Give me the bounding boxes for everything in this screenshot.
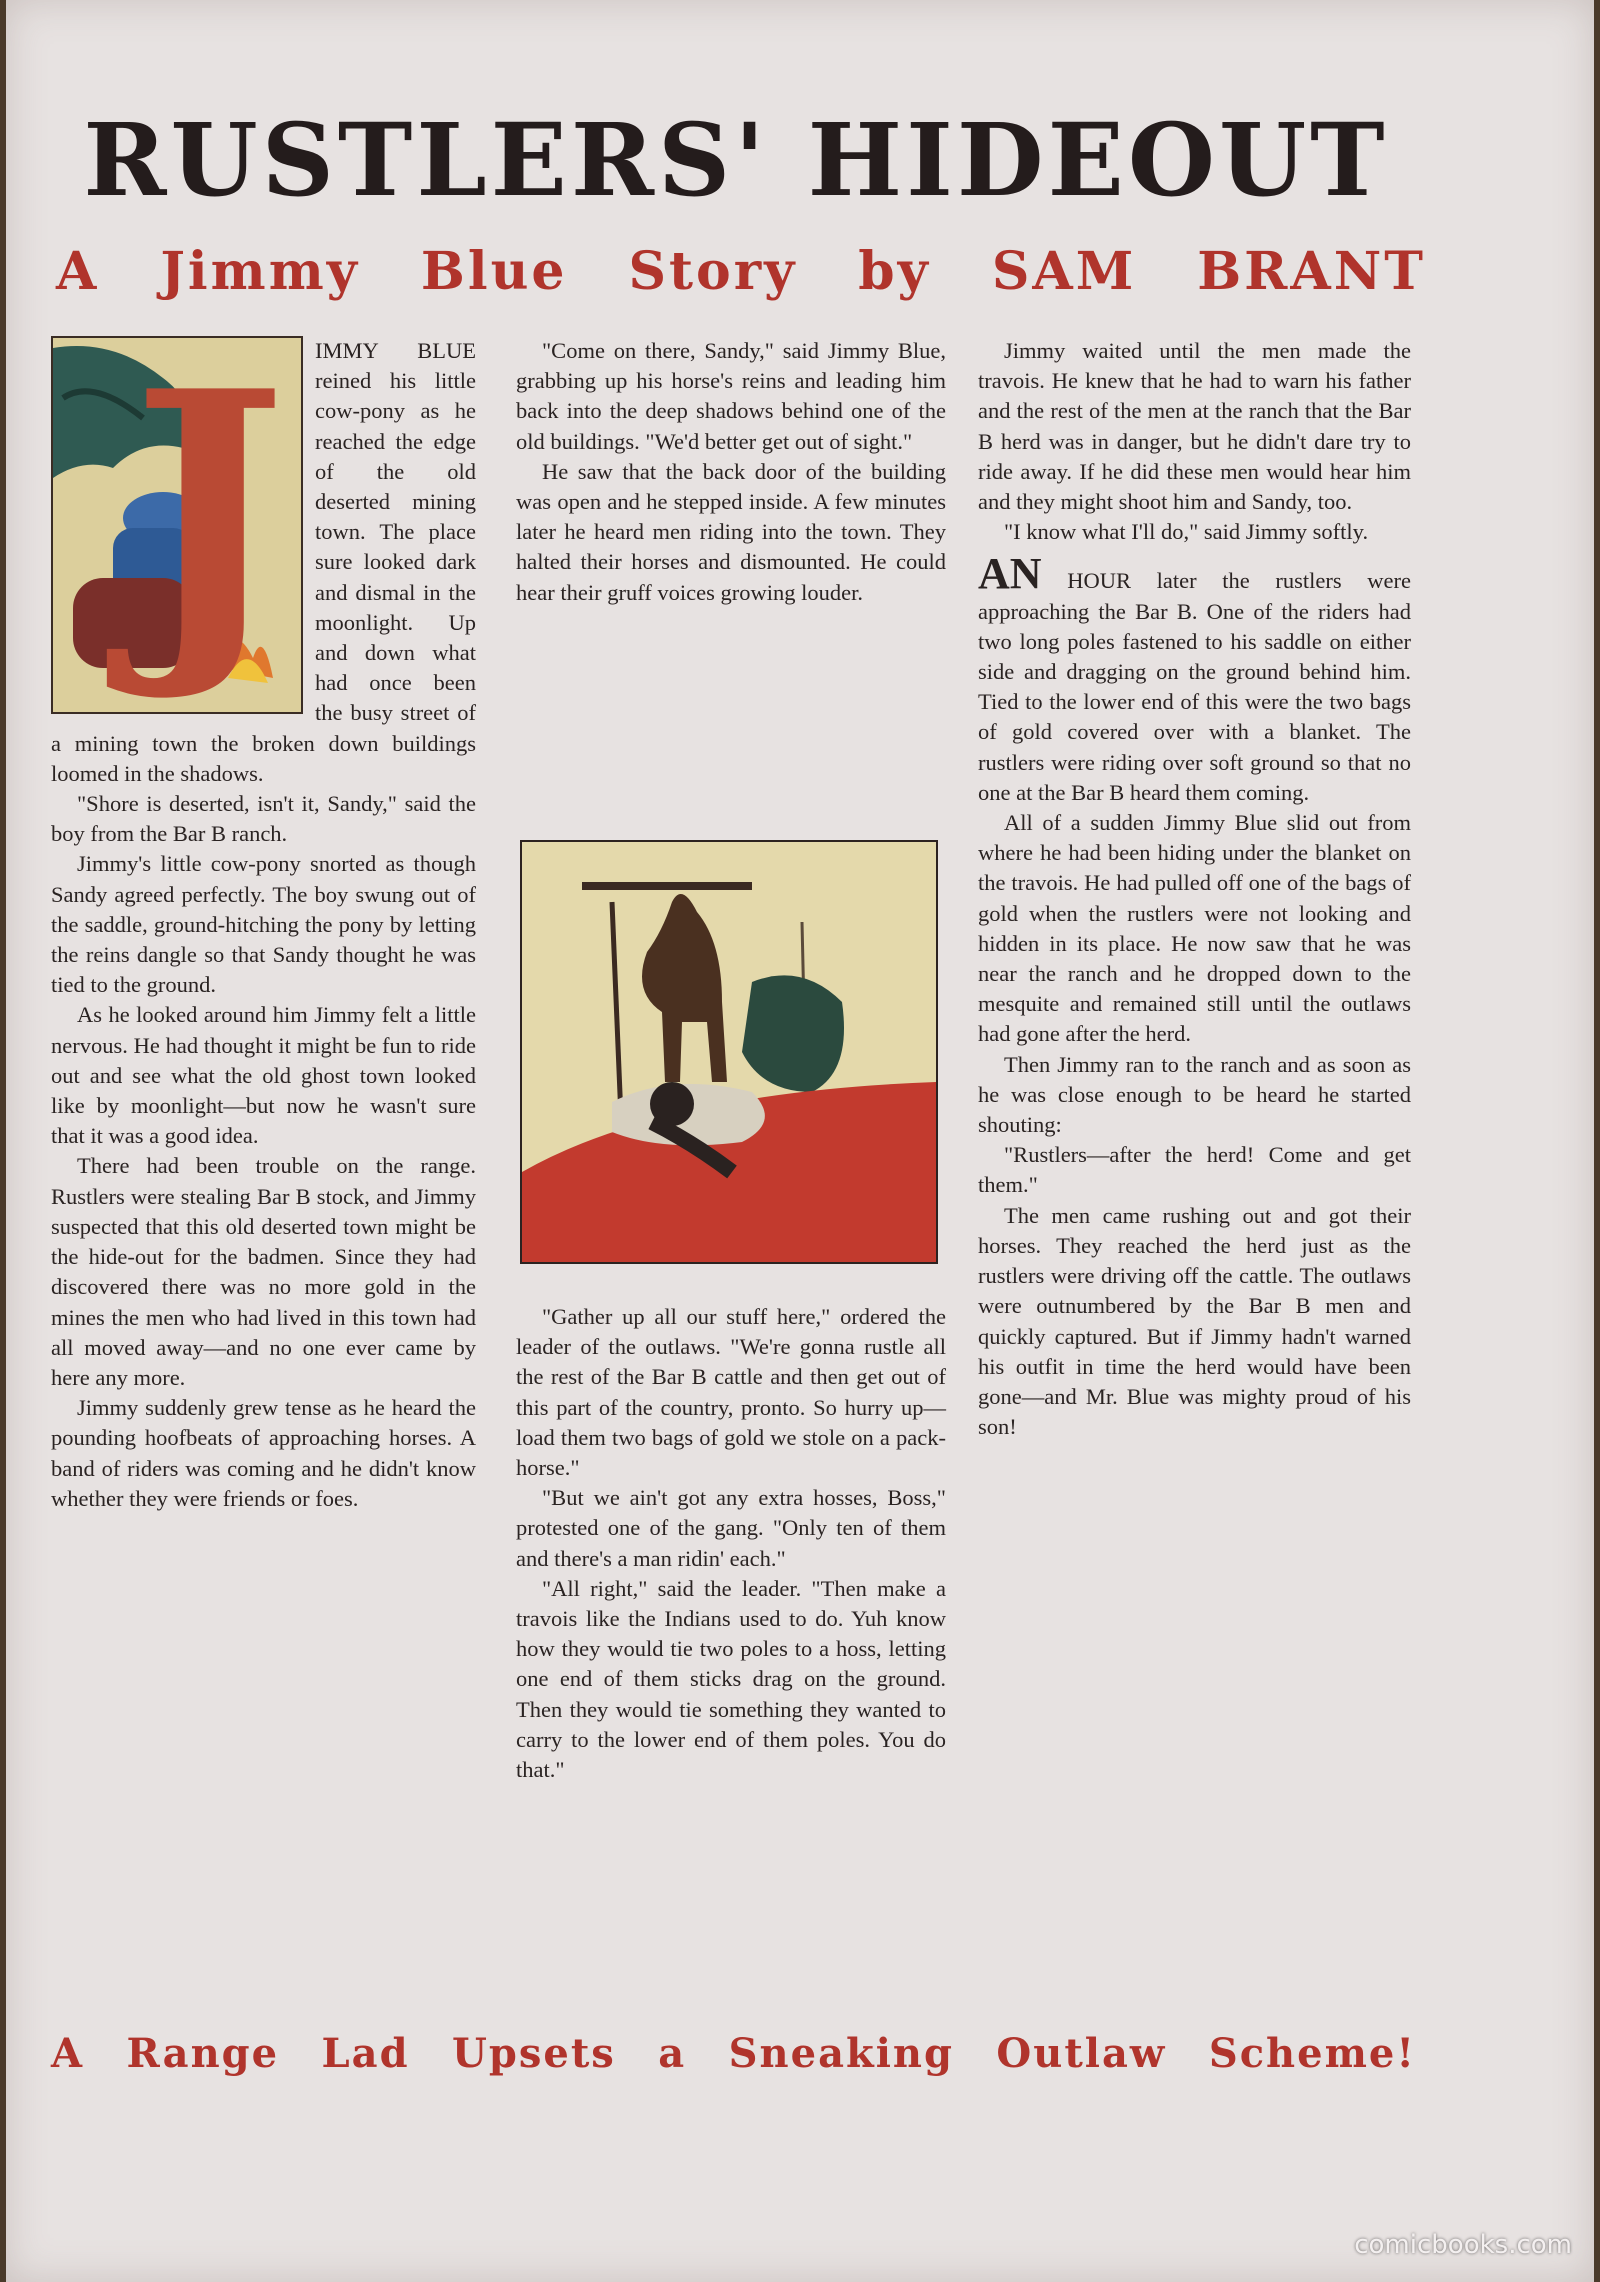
story-page — [6, 0, 1594, 2282]
paragraph: IMMY BLUE reined his little cow-pony as he reached the edge of the old deserted mining town. The place sure looked dark and dismal in the moonlight. Up and down what had once been the busy street of a mining town the broken down buildings loomed in the shadows. — [51, 338, 476, 786]
subtitle-word: A — [56, 241, 100, 302]
paragraph: Jimmy suddenly grew tense as he heard the pounding hoofbeats of approaching horses. A band of riders was coming and he didn't know whether they were friends or foes. — [51, 1395, 476, 1511]
paragraph: "Shore is deserted, isn't it, Sandy," said the boy from the Bar B ranch. — [51, 791, 476, 847]
paragraph: As he looked around him Jimmy felt a little nervous. He had thought it might be fun to ride out and see what the old ghost town looked like by moonlight—but now he wasn't sure that it was a good idea. — [51, 1002, 476, 1149]
dropcap-letter: J — [131, 336, 288, 707]
site-watermark: comicbooks.com — [1354, 2230, 1572, 2260]
tagline-word: a — [658, 2030, 687, 2077]
story-illustration-panel — [520, 840, 938, 1264]
story-tagline — [51, 2030, 1416, 2077]
tagline-word: Scheme! — [1208, 2030, 1416, 2077]
subtitle-word: by — [858, 241, 931, 302]
paragraph: All of a sudden Jimmy Blue slid out from where he had been hiding under the blanket on the travois. He had pulled off one of the bags of gold when the rustlers were not looking and hidden in its place. He now saw that he was near the ranch and he dropped down to the mesquite and remained still until the outlaws had gone after the herd. — [978, 810, 1411, 1047]
paragraph: Jimmy waited until the men made the travois. He knew that he had to warn his father and the rest of the men at the ranch that the Bar B herd was in danger, but he didn't dare try to ride away. If he did these men would hear him and they might shoot him and Sandy, too. — [978, 338, 1411, 515]
subtitle-word: BRANT — [1197, 241, 1426, 302]
tagline-word: Sneaking — [728, 2030, 954, 2077]
story-subtitle — [56, 241, 1426, 302]
tagline-word: Lad — [321, 2030, 410, 2077]
text-column-1 — [51, 336, 476, 1514]
text-column-2-bottom — [516, 1302, 946, 1785]
section-paragraph — [978, 549, 1411, 808]
paragraph: "Gather up all our stuff here," ordered the leader of the outlaws. "We're gonna rustle all the rest of the Bar B cattle and then get out of this part of the country, pronto. So hurry up—load them two bags of gold we stole on a pack-horse." — [516, 1304, 946, 1481]
text-column-2-top — [516, 336, 946, 608]
paragraph: "Rustlers—after the herd! Come and get them." — [978, 1142, 1411, 1198]
paragraph: Jimmy's little cow-pony snorted as though Sandy agreed perfectly. The boy swung out of the saddle, ground-hitching the pony by letting the reins dangle so that Sandy thought he was tied to the ground. — [51, 851, 476, 998]
section-initial: AN — [978, 549, 1042, 599]
story-title: RUSTLERS' HIDEOUT — [83, 101, 1389, 219]
subtitle-word: SAM — [991, 241, 1137, 302]
paragraph: "But we ain't got any extra hosses, Boss," protested one of the gang. "Only ten of them and there's a man ridin' each." — [516, 1485, 946, 1571]
paragraph: "Come on there, Sandy," said Jimmy Blue, grabbing up his horse's reins and leading him back into the deep shadows behind one of the old buildings. "We'd better get out of sight." — [516, 338, 946, 454]
paragraph: He saw that the back door of the building was open and he stepped inside. A few minutes later he heard men riding into the town. They halted their horses and dismounted. He could hear their gruff voices growing louder. — [516, 458, 946, 605]
paragraph: There had been trouble on the range. Rustlers were stealing Bar B stock, and Jimmy suspected that this old deserted town might be the hide-out for the badmen. Since they had discovered there was no more gold in the mines the men who had lived in this town had all moved away—and no one ever came by here any more. — [51, 1153, 476, 1390]
dropcap-illustration — [51, 336, 303, 714]
paragraph: The men came rushing out and got their horses. They reached the herd just as the rustlers were driving off the cattle. The outlaws were outnumbered by the Bar B men and quickly captured. But if Jimmy hadn't warned his outfit in time the herd would have been gone—and Mr. Blue was mighty proud of his son! — [978, 1202, 1411, 1440]
paragraph: "All right," said the leader. "Then make a travois like the Indians used to do. Yuh know how they would tie two poles to a hoss, letting one end of them sticks drag on the ground. Then they would tie something they wanted to carry to the lower end of them poles. You do that." — [516, 1575, 946, 1783]
subtitle-word: Blue — [420, 241, 568, 302]
paragraph: Then Jimmy ran to the ranch and as soon as he was close enough to be heard he started shouting: — [978, 1051, 1411, 1138]
tagline-word: Upsets — [452, 2030, 616, 2077]
tagline-word: Outlaw — [996, 2030, 1167, 2077]
subtitle-word: Jimmy — [160, 241, 360, 302]
tagline-word: A — [51, 2030, 85, 2077]
tagline-word: Range — [126, 2030, 280, 2077]
text-column-3 — [978, 336, 1411, 1442]
horse-and-cowboy-hiding-icon — [522, 842, 936, 1262]
paragraph: "I know what I'll do," said Jimmy softly. — [1004, 519, 1369, 545]
paragraph-text: HOUR later the rustlers were approaching the Bar B. One of the riders had two long poles fastened to his saddle on either side and dragging on the ground behind him. Tied to the lower end of this were the two bags of gold covered over with a blanket. The rustlers were riding over soft ground so that no one at the Bar B heard them coming. — [978, 568, 1411, 805]
subtitle-word: Story — [628, 241, 798, 302]
